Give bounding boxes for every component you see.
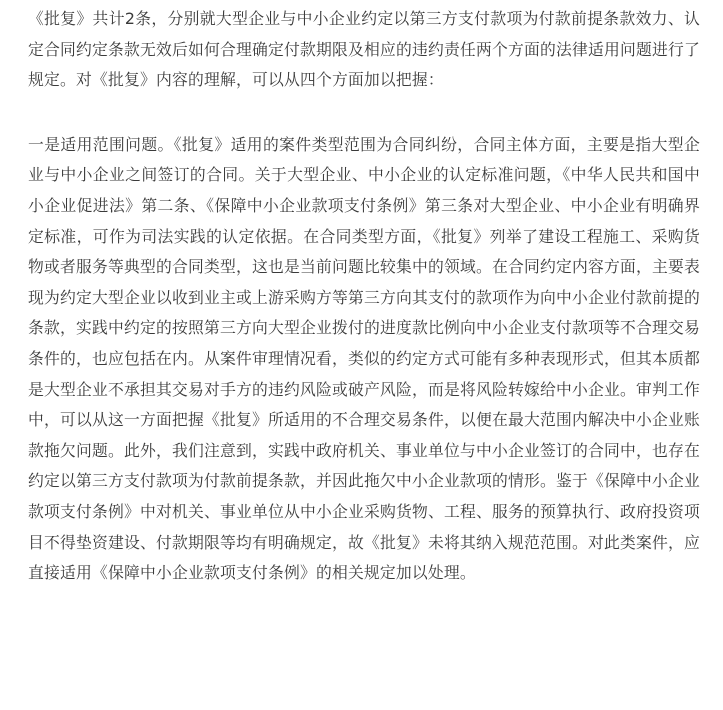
intro-paragraph: 《批复》共计2条，分别就大型企业与中小企业约定以第三方支付款项为付款前提条款效力、认定合同约定条款无效后如何合理确定付款期限及相应的违约责任两个方面的法律适用问题进行了规定。对《批复》内容的理解，可以从四个方面加以把握： bbox=[28, 9, 700, 90]
paragraph-spacer bbox=[28, 96, 700, 130]
scope-paragraph: 一是适用范围问题。《批复》适用的案件类型范围为合同纠纷，合同主体方面，主要是指大型企业与中小企业之间签订的合同。关于大型企业、中小企业的认定标准问题，《中华人民共和国中小企业促进法》第二条、《保障中小企业款项支付条例》第三条对大型企业、中小企业有明确界定标准，可作为司法实践的认定依据。在合同类型方面，《批复》列举了建设工程施工、采购货物或者服务等典型的合同类型，这也是当前问题比较集中的领域。在合同约定内容方面，主要表现为约定大型企业以收到业主或上游采购方等第三方向其支付的款项作为向中小企业付款前提的条款，实践中约定的按照第三方向大型企业拨付的进度款比例向中小企业支付款项等不合理交易条件的，也应包括在内。从案件审理情况看，类似的约定方式可能有多种表现形式，但其本质都是大型企业不承担其交易对手方的违约风险或破产风险，而是将风险转嫁给中小企业。审判工作中，可以从这一方面把握《批复》所适用的不合理交易条件，以便在最大范围内解决中小企业账款拖欠问题。此外，我们注意到，实践中政府机关、事业单位与中小企业签订的合同中，也存在约定以第三方支付款项为付款前提条款，并因此拖欠中小企业款项的情形。鉴于《保障中小企业款项支付条例》中对机关、事业单位从中小企业采购货物、工程、服务的预算执行、政府投资项目不得垫资建设、付款期限等均有明确规定，故《批复》未将其纳入规范范围。对此类案件，应直接适用《保障中小企业款项支付条例》的相关规定加以处理。 bbox=[28, 134, 700, 583]
article-body bbox=[28, 4, 700, 589]
